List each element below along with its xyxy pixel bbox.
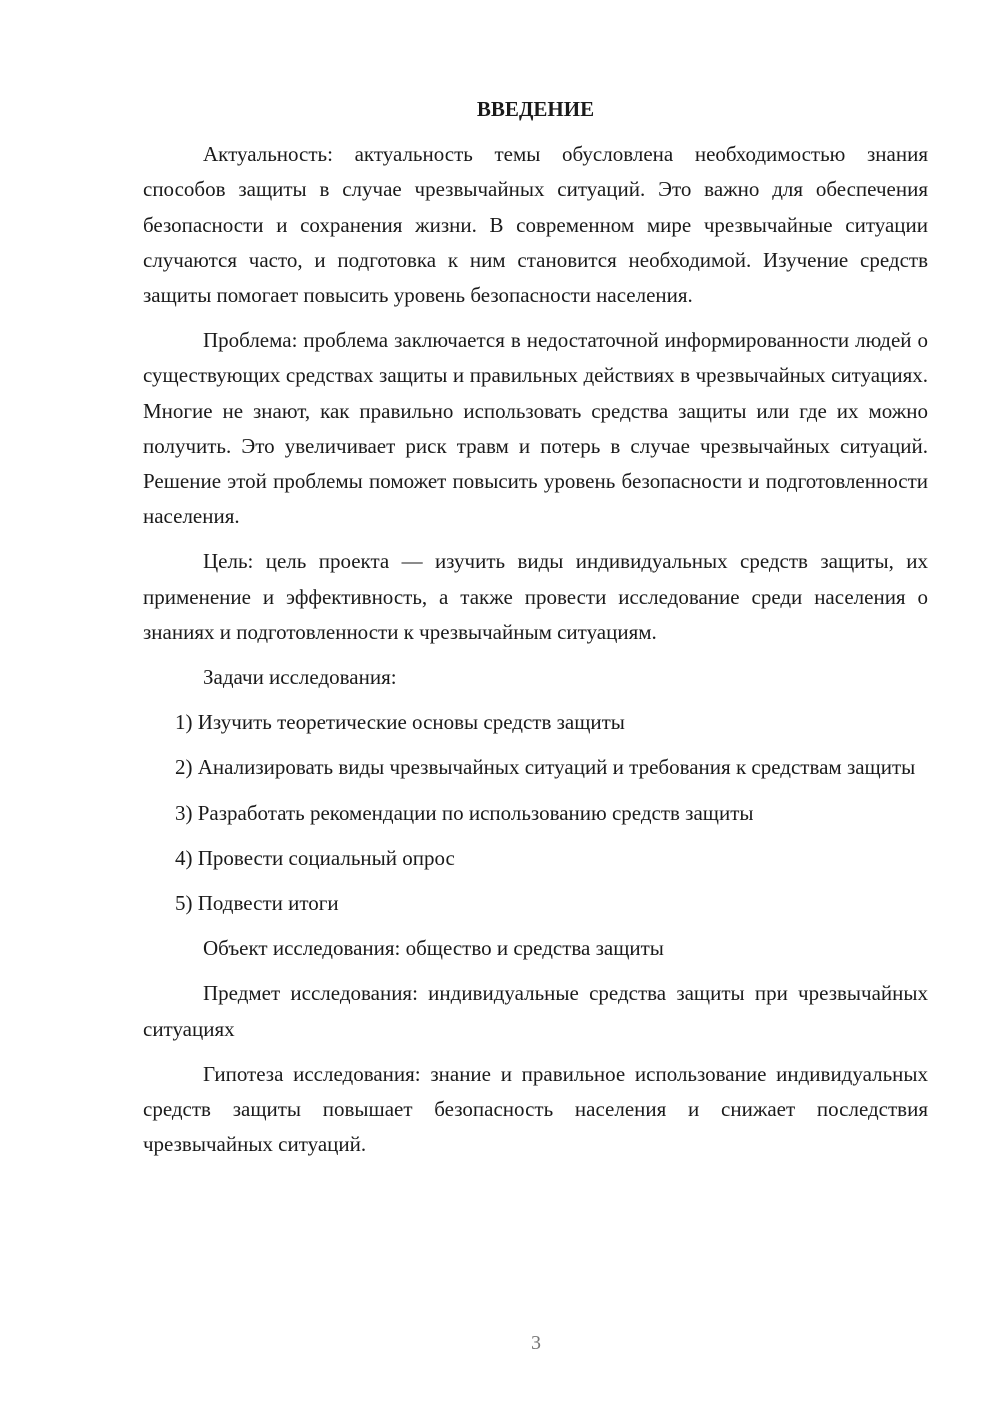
task-item-1: 1) Изучить теоретические основы средств защиты — [175, 710, 625, 735]
document-page — [143, 92, 928, 1172]
page-title: ВВЕДЕНИЕ — [476, 97, 595, 121]
tasks-list — [143, 705, 928, 921]
page-number: 3 — [531, 1332, 541, 1354]
task-item-4: 4) Провести социальный опрос — [175, 845, 455, 870]
relevance-paragraph: Актуальность: актуальность темы обусловлена необходимостью знания способов защиты в случае чрезвычайных ситуаций. Это важно для обеспечения безопасности и сохранения жизни. В современном мире чрезвычайные ситуации случаются часто, и подготовка к ним становится необходимой. Изучение средств защиты помогает повысить уровень безопасности населения. — [143, 142, 928, 308]
task-item-2: 2) Анализировать виды чрезвычайных ситуаций и требования к средствам защиты — [175, 755, 916, 780]
task-item-3: 3) Разработать рекомендации по использованию средств защиты — [175, 800, 754, 825]
task-item-5: 5) Подвести итоги — [175, 891, 339, 916]
hypothesis-paragraph: Гипотеза исследования: знание и правильное использование индивидуальных средств защиты повышает безопасность населения и снижает последствия чрезвычайных ситуаций. — [143, 1061, 928, 1157]
object-paragraph: Объект исследования: общество и средства защиты — [203, 936, 664, 961]
tasks-heading: Задачи исследования: — [203, 665, 397, 690]
problem-paragraph: Проблема: проблема заключается в недостаточной информированности людей о существующих средствах защиты и правильных действиях в чрезвычайных ситуациях. Многие не знают, как правильно использовать средства защиты или где их можно получить. Это увеличивает риск травм и потерь в случае чрезвычайных ситуаций. Решение этой проблемы поможет повысить уровень безопасности и подготовленности населения. — [143, 328, 928, 529]
goal-paragraph: Цель: цель проекта — изучить виды индивидуальных средств защиты, их применение и эффективность, а также провести исследование среди населения о знаниях и подготовленности к чрезвычайным ситуациям. — [143, 549, 928, 644]
subject-paragraph: Предмет исследования: индивидуальные средства защиты при чрезвычайных ситуациях — [143, 981, 928, 1041]
